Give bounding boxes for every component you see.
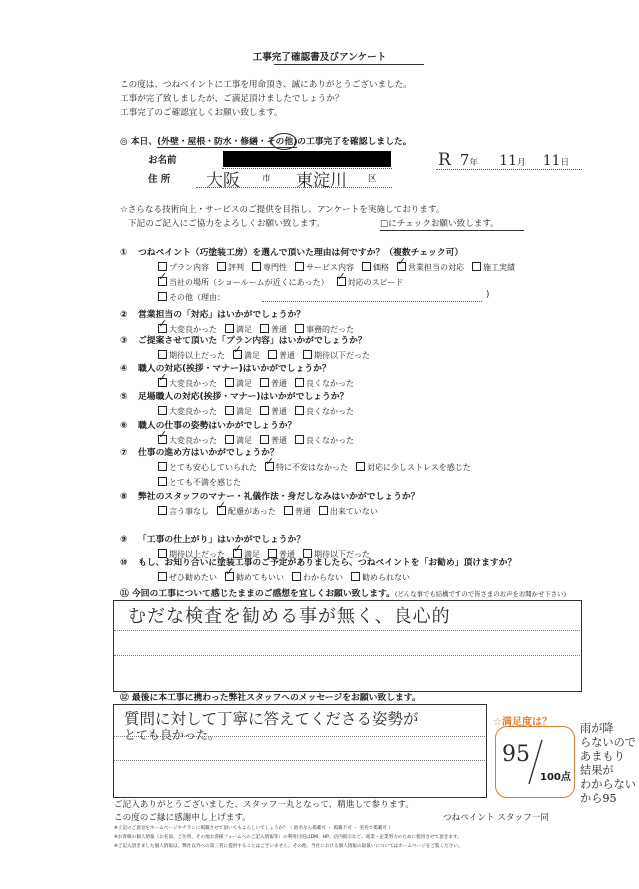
date-year: 7	[459, 151, 470, 169]
q12-text: 最後に本工事に携わった弊社スタッフへのメッセージをお願い致します。	[131, 693, 421, 703]
day-label: 日	[560, 158, 570, 168]
option-label: 期待以下だった	[314, 351, 370, 360]
option-label: 期待以上だった	[169, 351, 225, 360]
option[interactable]	[356, 462, 471, 473]
option-label: わからない	[303, 573, 343, 582]
option-label: 満足	[236, 436, 252, 445]
option-label: 満足	[244, 351, 260, 360]
option[interactable]	[225, 435, 252, 446]
option[interactable]	[252, 262, 287, 273]
question-number: ⑥	[120, 421, 128, 431]
option-label: 勧められない	[362, 573, 410, 582]
date-month: 11	[499, 153, 517, 169]
survey-intro-1: ☆さらなる技術向上・サービスのご提供を目指し、アンケートを実施しております。	[120, 205, 445, 215]
checkbox[interactable]	[158, 406, 167, 415]
option-label: 対応のスピード	[347, 278, 404, 287]
q12-handwritten-line-2: とても良かった。	[124, 728, 221, 742]
checkbox[interactable]	[356, 462, 365, 471]
option[interactable]	[268, 350, 295, 361]
option-label: 大変良かった	[169, 379, 217, 388]
checkbox[interactable]	[303, 350, 312, 359]
option-label: 満足	[236, 379, 252, 388]
question-text: つねペイント（巧塗装工房）を選んで頂いた理由は何ですか？（複数チェック可）	[138, 248, 464, 258]
option[interactable]	[158, 292, 225, 303]
address-label: 住 所	[148, 174, 171, 185]
q11-note: (どんな事でも結構ですので皆さまのお声をお聞かせ下さい)	[394, 590, 567, 598]
q12-question	[120, 693, 421, 704]
checked-checkbox[interactable]	[158, 277, 167, 286]
checked-checkbox[interactable]	[233, 350, 242, 359]
checkbox[interactable]	[362, 262, 371, 271]
option-label: 当社の場所（ショールームが近くにあった）	[169, 278, 329, 287]
question-text: ご提案させて頂いた「プラン内容」はいかがでしょうか？	[138, 336, 367, 346]
option-label: 評判	[228, 263, 244, 272]
option[interactable]	[284, 506, 311, 517]
date-day: 11	[542, 153, 561, 169]
question-number: ⑧	[120, 492, 128, 502]
check-note-underline	[380, 230, 524, 231]
checkbox[interactable]	[268, 350, 277, 359]
q12-handwritten-line-1: 質問に対して丁寧に答えてくださる姿勢が	[124, 710, 419, 728]
option[interactable]	[295, 378, 354, 389]
checkbox[interactable]	[158, 506, 167, 515]
question-number: ⑤	[120, 392, 128, 402]
checkbox[interactable]	[217, 262, 226, 271]
option-label: 出来ていない	[329, 507, 378, 516]
checkbox[interactable]	[295, 378, 304, 387]
satisfaction-max: 100点	[540, 772, 571, 783]
option[interactable]	[158, 324, 217, 335]
comment-line: らないので	[580, 736, 636, 749]
option-label: サービス内容	[306, 263, 354, 272]
comment-line: 雨が降	[580, 722, 614, 735]
option-label: 普通	[271, 379, 287, 388]
option[interactable]	[260, 324, 287, 335]
question-3	[120, 336, 367, 347]
question-1	[120, 248, 463, 259]
question-9	[120, 535, 305, 546]
question-text: 弊社のスタッフのマナー・礼儀作法・身だしなみはいかがでしょうか？	[138, 492, 420, 502]
option[interactable]	[158, 506, 209, 517]
checkbox[interactable]	[158, 462, 167, 471]
option[interactable]	[225, 378, 252, 389]
checkbox[interactable]	[260, 406, 269, 415]
question-2	[120, 310, 305, 321]
footer-thanks: ご記入ありがとうございました、スタッフ一丸となって、精進して参ります。	[114, 800, 414, 810]
option[interactable]	[225, 324, 252, 335]
survey-intro-2: 下記のご記入にご協力をよろしくお願い致します。	[128, 219, 325, 229]
option[interactable]	[225, 406, 252, 417]
satisfaction-score: 95	[502, 742, 530, 767]
question-4	[120, 364, 331, 375]
option-label: 営業担当の対応	[408, 263, 464, 272]
option-label: 良くなかった	[306, 407, 354, 416]
checkbox[interactable]	[303, 549, 312, 558]
option-row	[158, 324, 362, 335]
handwritten-prefecture: 大阪	[206, 171, 240, 191]
page-title: 工事完了確認書及びアンケート	[252, 52, 387, 63]
q11-handwritten-answer: むだな検査を勧める事が無く、良心的	[128, 606, 451, 627]
option[interactable]	[158, 378, 217, 389]
option-label: 普通	[271, 407, 287, 416]
name-label: お名前	[148, 155, 177, 166]
confirm-prefix: ◎ 本日、	[120, 137, 158, 147]
option-row	[158, 435, 362, 446]
option[interactable]	[472, 262, 515, 273]
checkbox[interactable]	[295, 406, 304, 415]
option[interactable]	[158, 477, 241, 488]
checkbox[interactable]	[158, 292, 167, 301]
footer-thanks-2: この度のご縁に感謝申し上げます。	[114, 813, 251, 823]
comment-line: 結果が	[580, 764, 614, 777]
date-underline	[436, 169, 582, 170]
checked-checkbox[interactable]	[217, 506, 226, 515]
question-text: 「工事の仕上がり」はいかがでしょうか？	[138, 535, 306, 545]
option[interactable]	[158, 462, 257, 473]
option[interactable]	[233, 350, 260, 361]
option-label: 期待以上だった	[169, 550, 225, 559]
footer-company: つねペイント スタッフ一同	[443, 813, 549, 823]
redacted-name	[223, 151, 391, 167]
option[interactable]	[292, 572, 343, 583]
option-row	[158, 506, 386, 517]
option-label: 大変良かった	[169, 407, 217, 416]
comment-line: わからない	[580, 778, 636, 791]
question-5	[120, 392, 348, 403]
option-row	[158, 350, 378, 361]
option[interactable]	[260, 435, 287, 446]
option[interactable]	[319, 506, 378, 517]
checkbox[interactable]	[472, 262, 481, 271]
option-label: 配慮があった	[228, 507, 276, 516]
option-label: 対応に少しストレスを感じた	[367, 463, 471, 472]
other-reason-line	[262, 301, 482, 302]
checkbox[interactable]	[225, 324, 234, 333]
question-text: 営業担当の「対応」はいかがでしょうか？	[138, 310, 306, 320]
checkbox[interactable]	[260, 324, 269, 333]
question-6	[120, 421, 296, 432]
checkbox[interactable]	[225, 378, 234, 387]
option-row	[158, 572, 418, 583]
comment-line: から95	[580, 792, 617, 805]
date-era: R	[438, 150, 451, 170]
option-label: 価格	[373, 263, 389, 272]
comment-line: あまもり	[580, 750, 625, 763]
option-label: 専門性	[263, 263, 287, 272]
option-row	[158, 462, 479, 473]
fine-print-2: ※お客様の個人情報（お名前、ご住所、その他お客様フォームへのご記入情報等）の利用目的はDM、HP、店内掲示など、商業・企業努力のために使用させて頂きます。	[114, 835, 462, 840]
option-label: プラン内容	[169, 263, 209, 272]
option-label: 期待以下だった	[314, 550, 370, 559]
title-underline	[274, 64, 424, 65]
option[interactable]	[217, 262, 244, 273]
option[interactable]	[337, 277, 404, 288]
checkbox[interactable]	[295, 262, 304, 271]
option-label: 勧めてもいい	[236, 573, 284, 582]
option[interactable]	[295, 406, 354, 417]
checkbox[interactable]	[158, 549, 167, 558]
checkbox[interactable]	[158, 350, 167, 359]
question-text: 職人の仕事の姿勢はいかがでしょうか？	[138, 421, 297, 431]
checkbox[interactable]	[252, 262, 261, 271]
fine-print-1: ※上記のご意見をホームページやチラシに掲載させて頂いてもよろしいでしょうか？（ 匿名なら掲載可 ・ 掲載不可 ・ 実名で掲載可 ）	[114, 826, 393, 831]
option-label: 普通	[279, 351, 295, 360]
option-label: 普通	[271, 325, 287, 334]
intro-line-3: 工事完了のご確認宜しくお願い致します。	[120, 108, 283, 118]
question-number: ⑨	[120, 535, 128, 545]
q11-text: 今回の工事について感じたままのご感想を宜しくお願い致します。	[131, 589, 395, 599]
satisfaction-comment	[580, 722, 636, 806]
confirm-options: (外壁・屋根・防水・修繕・その他)	[157, 137, 298, 147]
ward-suffix: 区	[368, 174, 377, 184]
name-underline	[222, 168, 392, 169]
checked-checkbox[interactable]	[158, 378, 167, 387]
question-text: もし、お知り合いに塗装工事のご予定がありましたら、つねペイントを「お勧め」頂けますか？	[138, 558, 517, 568]
handwritten-ward: 東淀川	[296, 171, 347, 191]
option-label: とても不満を感じた	[169, 478, 241, 487]
month-label: 月	[516, 158, 526, 168]
checked-checkbox[interactable]	[233, 549, 242, 558]
checkbox[interactable]	[260, 378, 269, 387]
question-10	[120, 558, 516, 569]
option-label: 普通	[279, 550, 295, 559]
other-reason-close: )	[486, 290, 490, 300]
intro-line-2: 工事が完了致しましたが、ご満足頂けましたでしょうか？	[120, 94, 344, 104]
checkbox[interactable]	[319, 506, 328, 515]
option[interactable]	[260, 406, 287, 417]
option-label: 大変良かった	[169, 436, 217, 445]
q11-rule-2	[114, 655, 580, 656]
selected-work-circle	[271, 133, 297, 150]
option[interactable]	[260, 378, 287, 389]
option[interactable]	[295, 324, 354, 335]
option-row	[158, 277, 411, 288]
option[interactable]	[158, 277, 329, 288]
option-label: 満足	[244, 550, 260, 559]
intro-line-1: この度は、つねペイントに工事を用命頂き、誠にありがとうございました。	[120, 80, 412, 90]
checked-checkbox[interactable]	[337, 277, 346, 286]
option-label: その他（理由：	[169, 293, 225, 302]
confirm-line	[120, 137, 412, 148]
checkbox[interactable]	[158, 477, 167, 486]
option-label: 満足	[236, 325, 252, 334]
q12-num: ⑫	[120, 693, 129, 703]
option-row	[158, 406, 362, 417]
checkbox[interactable]	[292, 572, 301, 581]
option-label: 良くなかった	[306, 436, 354, 445]
address-underline	[196, 187, 392, 188]
confirm-suffix: の工事完了を確認しました。	[297, 137, 412, 147]
question-8	[120, 492, 420, 503]
fine-print-3: ※ご記入頂きました個人情報は、弊社以外への第三者に提供することはございません。その他、当社における個人情報の取扱いについてはホームページをご覧ください。	[114, 844, 463, 849]
option[interactable]	[158, 572, 217, 583]
option-label: 特に不安はなかった	[276, 463, 348, 472]
option[interactable]	[303, 350, 370, 361]
question-text: 職人の対応(挨拶・マナー)はいかがでしょうか？	[138, 364, 331, 374]
option[interactable]	[217, 506, 276, 517]
question-number: ⑦	[120, 448, 128, 458]
q12-rule-2	[114, 760, 485, 761]
q11-question	[120, 589, 566, 600]
question-text: 足場職人の対応(挨拶・マナー)はいかがでしょうか？	[138, 392, 349, 402]
checkbox[interactable]	[158, 572, 167, 581]
option-row	[158, 477, 249, 488]
checked-checkbox[interactable]	[225, 572, 234, 581]
option[interactable]	[265, 462, 348, 473]
option[interactable]	[158, 406, 217, 417]
check-note: □にチェックお願い致します。	[380, 219, 499, 229]
checkbox[interactable]	[260, 435, 269, 444]
city-suffix: 市	[262, 174, 271, 184]
question-number: ③	[120, 336, 128, 346]
option-label: ぜひ勧めたい	[169, 573, 217, 582]
question-number: ⑩	[120, 558, 128, 568]
checkbox[interactable]	[225, 406, 234, 415]
q11-num: ⑪	[120, 589, 129, 599]
checked-checkbox[interactable]	[158, 324, 167, 333]
question-7	[120, 448, 279, 459]
checkbox[interactable]	[295, 435, 304, 444]
option-label: 良くなかった	[306, 379, 354, 388]
option-row	[158, 378, 362, 389]
question-number: ①	[120, 248, 128, 258]
option[interactable]	[225, 572, 284, 583]
option-label: 事務的だった	[306, 325, 354, 334]
option[interactable]	[295, 435, 354, 446]
checkbox[interactable]	[295, 324, 304, 333]
satisfaction-label: ☆満足度は？	[493, 717, 552, 728]
option[interactable]	[351, 572, 410, 583]
checkbox[interactable]	[225, 435, 234, 444]
checked-checkbox[interactable]	[265, 462, 274, 471]
option-label: 施工実績	[483, 263, 515, 272]
checkbox[interactable]	[284, 506, 293, 515]
option-row	[158, 292, 233, 303]
q11-rule-1	[114, 630, 580, 631]
option-label: 普通	[271, 436, 287, 445]
question-text: 仕事の進め方はいかがでしょうか？	[138, 448, 279, 458]
checked-checkbox[interactable]	[158, 435, 167, 444]
option-label: 満足	[236, 407, 252, 416]
option[interactable]	[362, 262, 389, 273]
completion-date	[438, 150, 569, 170]
question-number: ④	[120, 364, 128, 374]
option-label: とても安心していられた	[169, 463, 257, 472]
option-label: 言う事なし	[169, 507, 209, 516]
question-number: ②	[120, 310, 128, 320]
option[interactable]	[158, 435, 217, 446]
checkbox[interactable]	[268, 549, 277, 558]
option-label: 大変良かった	[169, 325, 217, 334]
option[interactable]	[397, 262, 464, 273]
checkbox[interactable]	[351, 572, 360, 581]
option[interactable]	[158, 350, 225, 361]
year-label: 年	[469, 158, 479, 168]
option-label: 普通	[294, 507, 311, 516]
checked-checkbox[interactable]	[397, 262, 406, 271]
